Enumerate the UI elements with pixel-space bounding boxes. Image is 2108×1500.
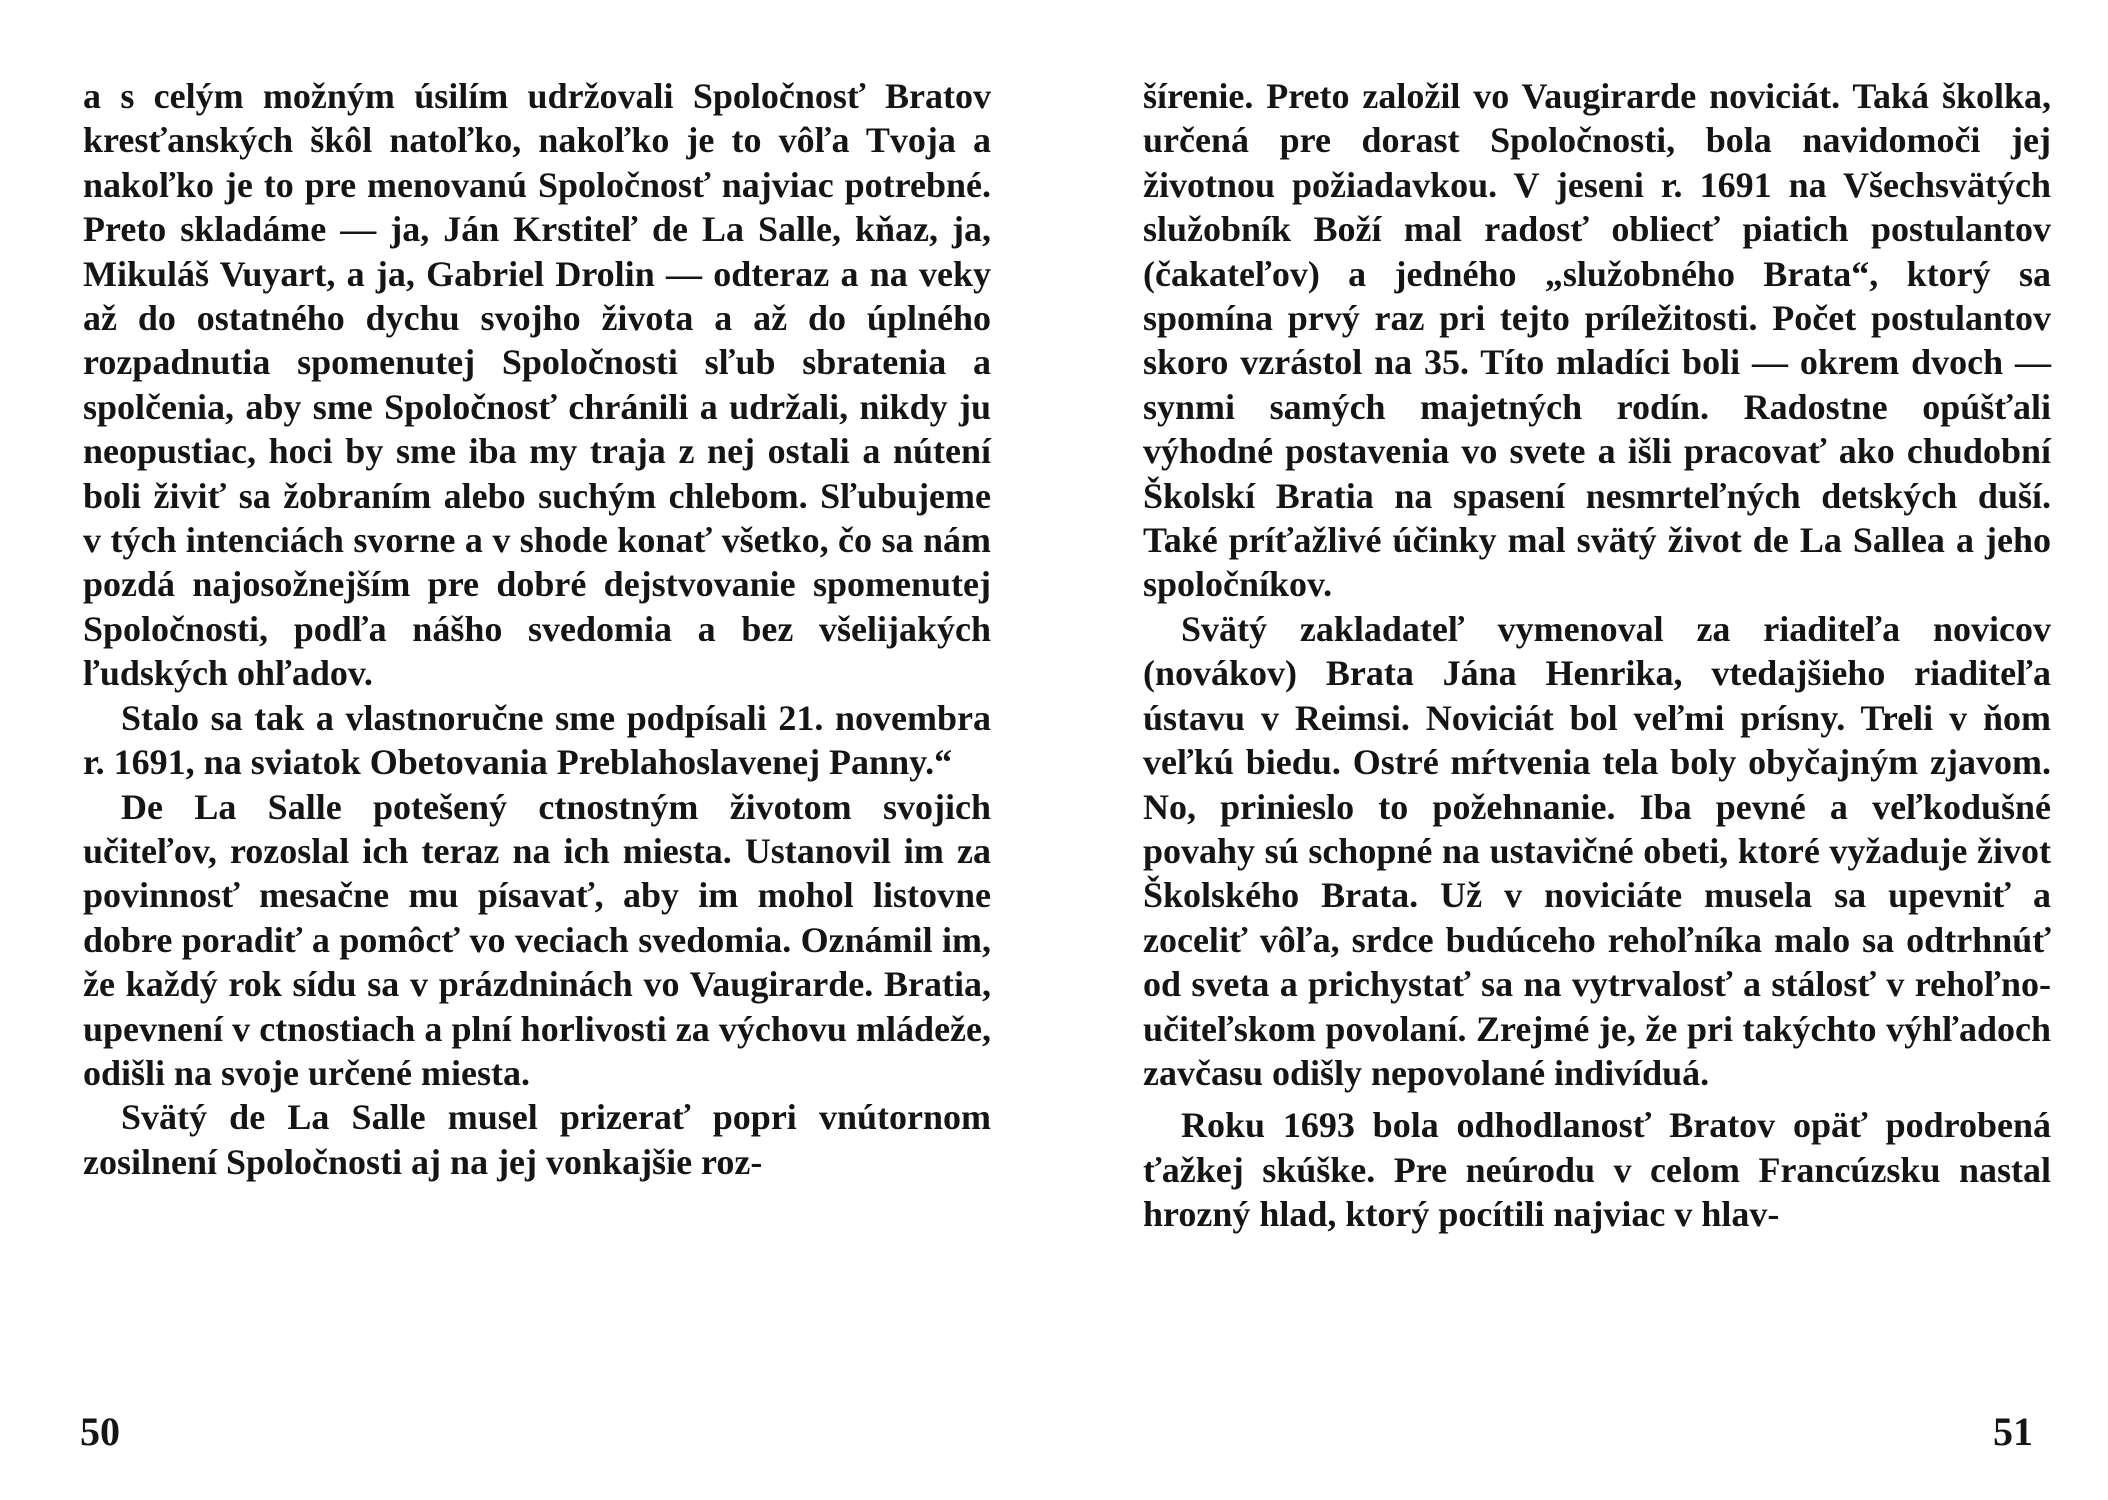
paragraph: Roku 1693 bola odhodlanosť Bratov opäť podrobená ťažkej skúške. Pre neúrodu v celom Francúzsku nastal hrozný hlad, ktorý pocítili najviac v hlav-: [1143, 1105, 2051, 1235]
right-page: [1054, 0, 2108, 1500]
page-number: 51: [1993, 1409, 2033, 1454]
paragraph: Svätý de La Salle musel prizerať popri vnútornom zosilnení Spoločnosti aj na jej vonkajšie roz-: [83, 1097, 991, 1182]
paragraph: a s celým možným úsilím udržovali Spoločnosť Bratov kresťanských škôl natoľko, nakoľko je to vôľa Tvoja a nakoľko je to pre menovanú Spoločnosť najviac potrebné. Preto skladáme — ja, Ján Krstiteľ de La Salle, kňaz, ja, Mikuláš Vuyart, a ja, Gabriel Drolin — odteraz a na veky až do ostatného dychu svojho života a až do úplného rozpadnutia spomenutej Spoločnosti sľub sbratenia a spolčenia, aby sme Spoločnosť chránili a udržali, nikdy ju neopustiac, hoci by sme iba my traja z nej ostali a nútení boli živiť sa žobraním alebo suchým chlebom. Sľubujeme v tých intenciách svorne a v shode konať všetko, čo sa nám pozdá najosožnejším pre dobré dejstvovanie spomenutej Spoločnosti, podľa nášho svedomia a bez všelijakých ľudských ohľadov.: [83, 76, 991, 694]
paragraph: Svätý zakladateľ vymenoval za riaditeľa novicov (novákov) Brata Jána Henrika, vtedajšieho riaditeľa ústavu v Reimsi. Noviciát bol veľmi prísny. Treli v ňom veľkú biedu. Ostré mŕtvenia tela boly obyčajným zjavom. No, prinieslo to požehnanie. Iba pevné a veľkodušné povahy sú schopné na ustavičné obeti, ktoré vyžaduje život Školského Brata. Už v noviciáte musela sa upevniť a zoceliť vôľa, srdce budúceho rehoľníka malo sa odtrhnúť od sveta a prichystať sa na vytrvalosť a stálosť v rehoľno-učiteľskom povolaní. Zrejmé je, že pri takýchto výhľadoch zavčasu odišly nepovolané indivíduá.: [1143, 608, 2051, 1093]
paragraph: De La Salle potešený ctnostným životom svojich učiteľov, rozoslal ich teraz na ich miesta. Ustanovil im za povinnosť mesačne mu písavať, aby im mohol listovne dobre poradiť a pomôcť vo veciach svedomia. Oznámil im, že každý rok sídu sa v prázdninách vo Vaugirarde. Bratia, upevnení v ctnostiach a plní horlivosti za výchovu mládeže, odišli na svoje určené miesta.: [83, 786, 991, 1093]
right-page-text: [1143, 74, 2051, 1237]
paragraph: šírenie. Preto založil vo Vaugirarde noviciát. Taká školka, určená pre dorast Spoločnosti, bola navidomoči jej životnou požiadavkou. V jeseni r. 1691 na Všechsvätých služobník Boží mal radosť obliecť piatich postulantov (čakateľov) a jedného „služobného Brata“, ktorý sa spomína prvý raz pri tejto príležitosti. Počet postulantov skoro vzrástol na 35. Títo mladíci boli — okrem dvoch — synmi samých majetných rodín. Radostne opúšťali výhodné postavenia vo svete a išli pracovať ako chudobní Školskí Bratia na spasení nesmrteľných detských duší. Také príťažlivé účinky mal svätý život de La Sallea a jeho spoločníkov.: [1143, 76, 2051, 605]
left-page-text: [83, 74, 991, 1184]
paragraph: Stalo sa tak a vlastnoručne sme podpísali 21. novembra r. 1691, na sviatok Obetovania Preblahoslavenej Panny.“: [83, 697, 991, 783]
page-number: 50: [80, 1409, 120, 1454]
